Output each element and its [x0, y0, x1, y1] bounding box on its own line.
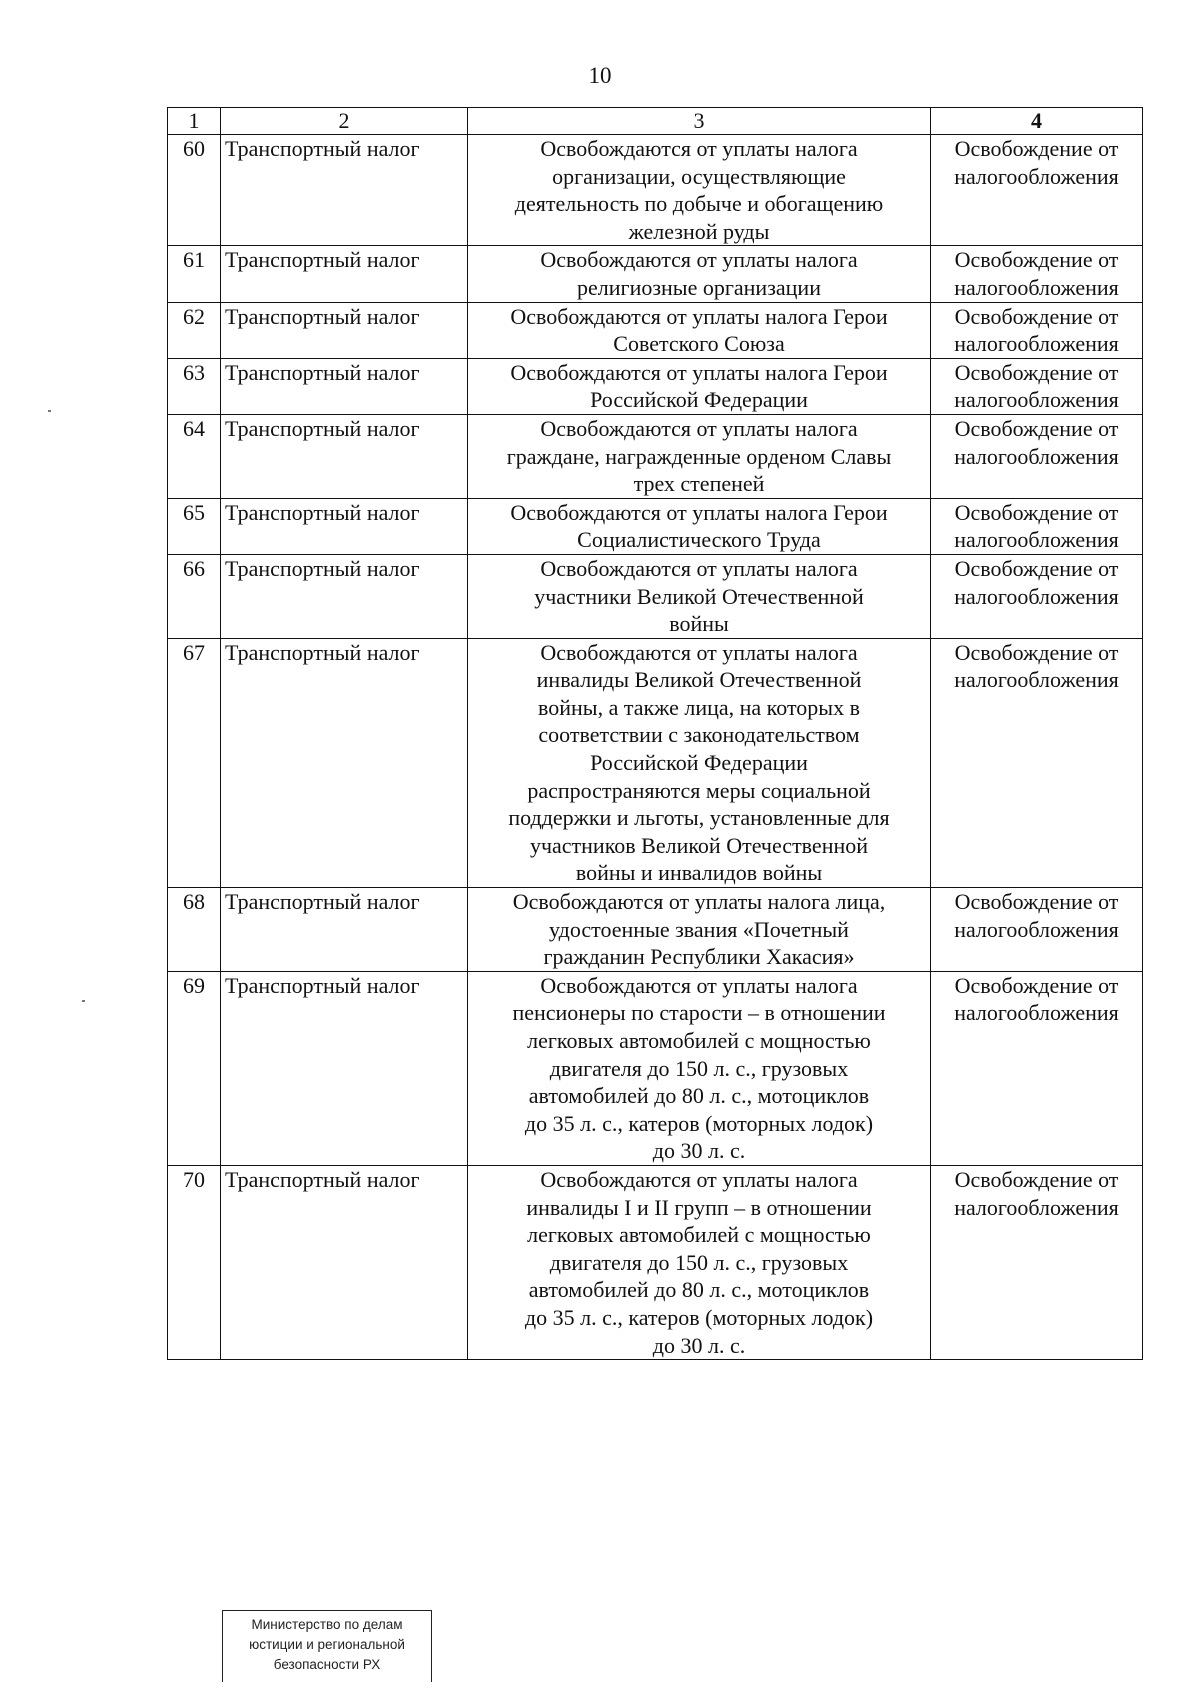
benefit-type-line: налогообложения	[954, 1000, 1119, 1026]
tax-name-cell: Транспортный налог	[221, 246, 468, 302]
table-body	[168, 135, 1143, 1360]
description-line: войны и инвалидов войны	[575, 860, 823, 886]
row-number-cell: 69	[168, 971, 221, 1165]
benefit-description-cell	[468, 971, 931, 1165]
description-line: Освобождаются от уплаты налога	[540, 639, 858, 665]
description-line: пенсионеры по старости – в отношении	[512, 1000, 886, 1026]
tax-name-cell: Транспортный налог	[221, 971, 468, 1165]
benefit-description-cell	[468, 554, 931, 638]
description-line: религиозные организации	[577, 274, 821, 300]
benefit-type-line: Освобождение от	[954, 972, 1119, 998]
description-line: легковых автомобилей с мощностью	[527, 1028, 871, 1053]
tax-name-cell: Транспортный налог	[221, 554, 468, 638]
tax-name-cell: Транспортный налог	[221, 888, 468, 972]
benefit-type-cell	[931, 135, 1143, 246]
benefit-type-line: Освобождение от	[954, 555, 1119, 581]
tax-name-cell: Транспортный налог	[221, 414, 468, 498]
description-line: Освобождаются от уплаты налога Герои	[510, 359, 888, 385]
benefit-type-cell	[931, 414, 1143, 498]
row-number-cell: 63	[168, 358, 221, 414]
description-line: до 30 л. с.	[652, 1332, 746, 1358]
description-line: участники Великой Отечественной	[534, 583, 864, 609]
table-row	[168, 358, 1143, 414]
benefit-description-cell	[468, 888, 931, 972]
row-number-cell: 62	[168, 302, 221, 358]
benefit-description-cell	[468, 498, 931, 554]
row-number-cell: 61	[168, 246, 221, 302]
table-row	[168, 135, 1143, 246]
benefit-type-line: налогообложения	[954, 331, 1119, 357]
benefit-description-cell	[468, 358, 931, 414]
row-number-cell: 64	[168, 414, 221, 498]
description-line: до 35 л. с., катеров (моторных лодок)	[524, 1110, 874, 1136]
page-number: 10	[588, 63, 612, 88]
benefit-description-cell	[468, 246, 931, 302]
table-row	[168, 1165, 1143, 1359]
row-number-cell: 70	[168, 1165, 221, 1359]
scan-speck	[48, 410, 51, 412]
tax-name-cell: Транспортный налог	[221, 135, 468, 246]
benefit-type-cell	[931, 1165, 1143, 1359]
benefit-type-cell	[931, 971, 1143, 1165]
description-line: распространяются меры социальной	[527, 777, 871, 803]
benefit-type-line: налогообложения	[954, 274, 1119, 300]
description-line: инвалиды Великой Отечественной	[536, 667, 862, 693]
benefit-type-line: налогообложения	[954, 163, 1119, 189]
benefit-type-line: Освобождение от	[954, 639, 1119, 665]
column-header-3: 3	[468, 108, 931, 135]
benefit-type-line: Освобождение от	[954, 136, 1119, 161]
benefit-type-cell	[931, 302, 1143, 358]
table-row	[168, 554, 1143, 638]
description-line: автомобилей до 80 л. с., мотоциклов	[528, 1277, 870, 1303]
description-line: до 30 л. с.	[652, 1138, 746, 1164]
table-row	[168, 498, 1143, 554]
description-line: участников Великой Отечественной	[529, 832, 869, 858]
table-row	[168, 414, 1143, 498]
row-number-cell: 66	[168, 554, 221, 638]
ministry-stamp	[222, 1610, 432, 1682]
column-header-1: 1	[168, 108, 221, 135]
benefit-description-cell	[468, 1165, 931, 1359]
benefit-type-cell	[931, 246, 1143, 302]
stamp-line: юстиции и региональной	[249, 1637, 405, 1652]
stamp-line: безопасности РХ	[273, 1657, 381, 1672]
description-line: Освобождаются от уплаты налога Герои	[510, 499, 888, 525]
description-line: Советского Союза	[613, 331, 785, 357]
row-number-cell: 60	[168, 135, 221, 246]
benefits-table	[167, 107, 1143, 1360]
benefit-type-line: Освобождение от	[954, 359, 1119, 385]
benefit-type-line: налогообложения	[954, 443, 1119, 469]
description-line: трех степеней	[633, 471, 765, 497]
description-line: Освобождаются от уплаты налога	[540, 136, 858, 161]
description-line: Освобождаются от уплаты налога	[540, 415, 858, 441]
description-line: двигателя до 150 л. с., грузовых	[549, 1055, 849, 1081]
benefit-type-line: налогообложения	[954, 667, 1119, 693]
description-line: Освобождаются от уплаты налога	[540, 972, 858, 998]
description-line: до 35 л. с., катеров (моторных лодок)	[524, 1304, 874, 1330]
benefit-type-line: Освобождение от	[954, 1166, 1119, 1192]
benefit-type-line: налогообложения	[954, 1194, 1119, 1220]
table-row	[168, 888, 1143, 972]
description-line: Российской Федерации	[590, 387, 808, 413]
benefit-type-line: Освобождение от	[954, 499, 1119, 525]
description-line: удостоенные звания «Почетный	[549, 916, 849, 942]
table-row	[168, 302, 1143, 358]
tax-name-cell: Транспортный налог	[221, 1165, 468, 1359]
benefit-type-cell	[931, 638, 1143, 887]
benefit-type-line: Освобождение от	[954, 303, 1119, 329]
description-line: граждане, награжденные орденом Славы	[506, 443, 892, 469]
table-header	[168, 108, 1143, 135]
description-line: Освобождаются от уплаты налога Герои	[510, 303, 888, 329]
description-line: Российской Федерации	[590, 750, 808, 776]
row-number-cell: 67	[168, 638, 221, 887]
description-line: железной руды	[628, 218, 770, 244]
benefit-type-cell	[931, 554, 1143, 638]
description-line: двигателя до 150 л. с., грузовых	[549, 1249, 849, 1275]
scan-speck	[82, 1000, 85, 1002]
stamp-line: Министерство по делам	[251, 1617, 403, 1632]
description-line: Социалистического Труда	[577, 527, 821, 553]
benefit-description-cell	[468, 302, 931, 358]
table-row	[168, 246, 1143, 302]
description-line: инвалиды I и II групп – в отношении	[526, 1194, 872, 1220]
description-line: Освобождаются от уплаты налога	[540, 1166, 858, 1192]
benefit-type-line: Освобождение от	[954, 415, 1119, 441]
tax-name-cell: Транспортный налог	[221, 638, 468, 887]
row-number-cell: 65	[168, 498, 221, 554]
description-line: поддержки и льготы, установленные для	[508, 805, 890, 831]
benefit-description-cell	[468, 135, 931, 246]
description-line: легковых автомобилей с мощностью	[527, 1222, 871, 1248]
table-row	[168, 638, 1143, 887]
benefit-description-cell	[468, 638, 931, 887]
tax-name-cell: Транспортный налог	[221, 358, 468, 414]
benefit-type-line: налогообложения	[954, 916, 1119, 942]
benefit-type-line: Освобождение от	[954, 247, 1119, 273]
tax-name-cell: Транспортный налог	[221, 498, 468, 554]
benefit-type-cell	[931, 498, 1143, 554]
description-line: Освобождаются от уплаты налога лица,	[512, 889, 886, 915]
description-line: войны, а также лица, на которых в	[538, 694, 860, 720]
benefit-type-line: Освобождение от	[954, 889, 1119, 915]
tax-name-cell: Транспортный налог	[221, 302, 468, 358]
column-header-4: 4	[931, 108, 1143, 135]
row-number-cell: 68	[168, 888, 221, 972]
table-row	[168, 971, 1143, 1165]
benefit-type-line: налогообложения	[954, 387, 1119, 413]
benefit-type-cell	[931, 358, 1143, 414]
description-line: Освобождаются от уплаты налога	[540, 555, 858, 581]
description-line: войны	[669, 611, 729, 637]
description-line: автомобилей до 80 л. с., мотоциклов	[528, 1083, 870, 1109]
benefit-type-line: налогообложения	[954, 527, 1119, 553]
benefit-type-cell	[931, 888, 1143, 972]
description-line: соответствии с законодательством	[538, 722, 860, 748]
description-line: организации, осуществляющие	[552, 163, 846, 189]
description-line: Освобождаются от уплаты налога	[540, 247, 858, 273]
description-line: гражданин Республики Хакасия»	[543, 944, 855, 970]
benefit-description-cell	[468, 414, 931, 498]
column-header-2: 2	[221, 108, 468, 135]
table-header-row	[168, 108, 1143, 135]
description-line: деятельность по добыче и обогащению	[514, 191, 884, 217]
benefit-type-line: налогообложения	[954, 583, 1119, 609]
